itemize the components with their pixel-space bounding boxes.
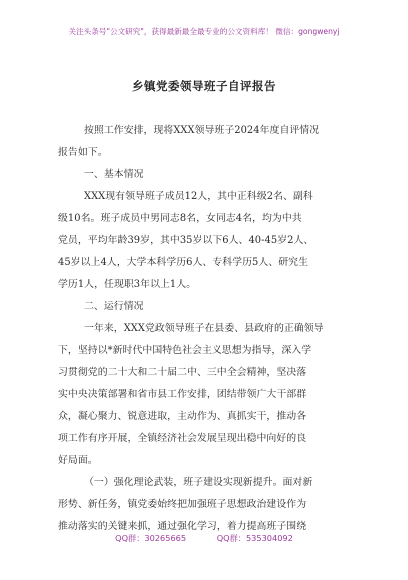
footer-contacts <box>0 533 408 544</box>
body-line: 项工作有序开展，全镇经济社会发展呈现出稳中向好的良 <box>58 433 307 444</box>
body-line: 党员，平均年龄39岁，其中35岁以下6人、40-45岁2人、 <box>58 235 314 246</box>
footer-qq-group-1: QQ群：30265665 <box>115 533 187 543</box>
header-banner: 关注头条号"公文研究"，获得最新最全最专业的公文资料库！ 微信：gongwenyj <box>68 27 340 36</box>
body-line: 实中央决策部署和省市县工作安排，团结带领广大干部群 <box>58 389 307 400</box>
section-heading: 一、基本情况 <box>84 169 144 180</box>
body-line: 形势、新任务，镇党委始终把加强班子思想政治建设作为 <box>58 499 307 510</box>
body-line: 学历1人，任现职3年以上1人。 <box>58 279 197 290</box>
body-line: 众，凝心聚力、锐意进取，主动作为、真抓实干，推动各 <box>58 411 307 422</box>
subsection-heading: （一）强化理论武装，班子建设实现新提升。面对新 <box>84 477 313 488</box>
body-line: XXX现有领导班子成员12人，其中正科级2名、副科 <box>84 191 313 202</box>
body-line: 报告如下。 <box>58 147 108 158</box>
footer-qq-group-2: QQ群：535304092 <box>216 533 293 543</box>
body-line: 一年来，XXX党政领导班子在县委、县政府的正确领导 <box>84 323 324 334</box>
body-line: 下，坚持以*新时代中国特色社会主义思想为指导，深入学 <box>58 345 312 356</box>
body-line: 推动落实的关键来抓，通过强化学习，着力提高班子围绕 <box>58 521 307 532</box>
body-line: 45岁以上4人，大学本科学历6人、专科学历5人、研究生 <box>58 257 309 268</box>
body-line: 按照工作安排，现将XXX领导班子2024年度自评情况 <box>84 125 320 136</box>
body-line: 级10名。班子成员中男同志8名，女同志4名，均为中共 <box>58 213 302 224</box>
body-line: 习贯彻党的二十大和二十届二中、三中全会精神，坚决落 <box>58 367 307 378</box>
body-line: 好局面。 <box>58 455 98 466</box>
document-title: 乡镇党委领导班子自评报告 <box>132 79 276 93</box>
section-heading: 二、运行情况 <box>84 301 144 312</box>
